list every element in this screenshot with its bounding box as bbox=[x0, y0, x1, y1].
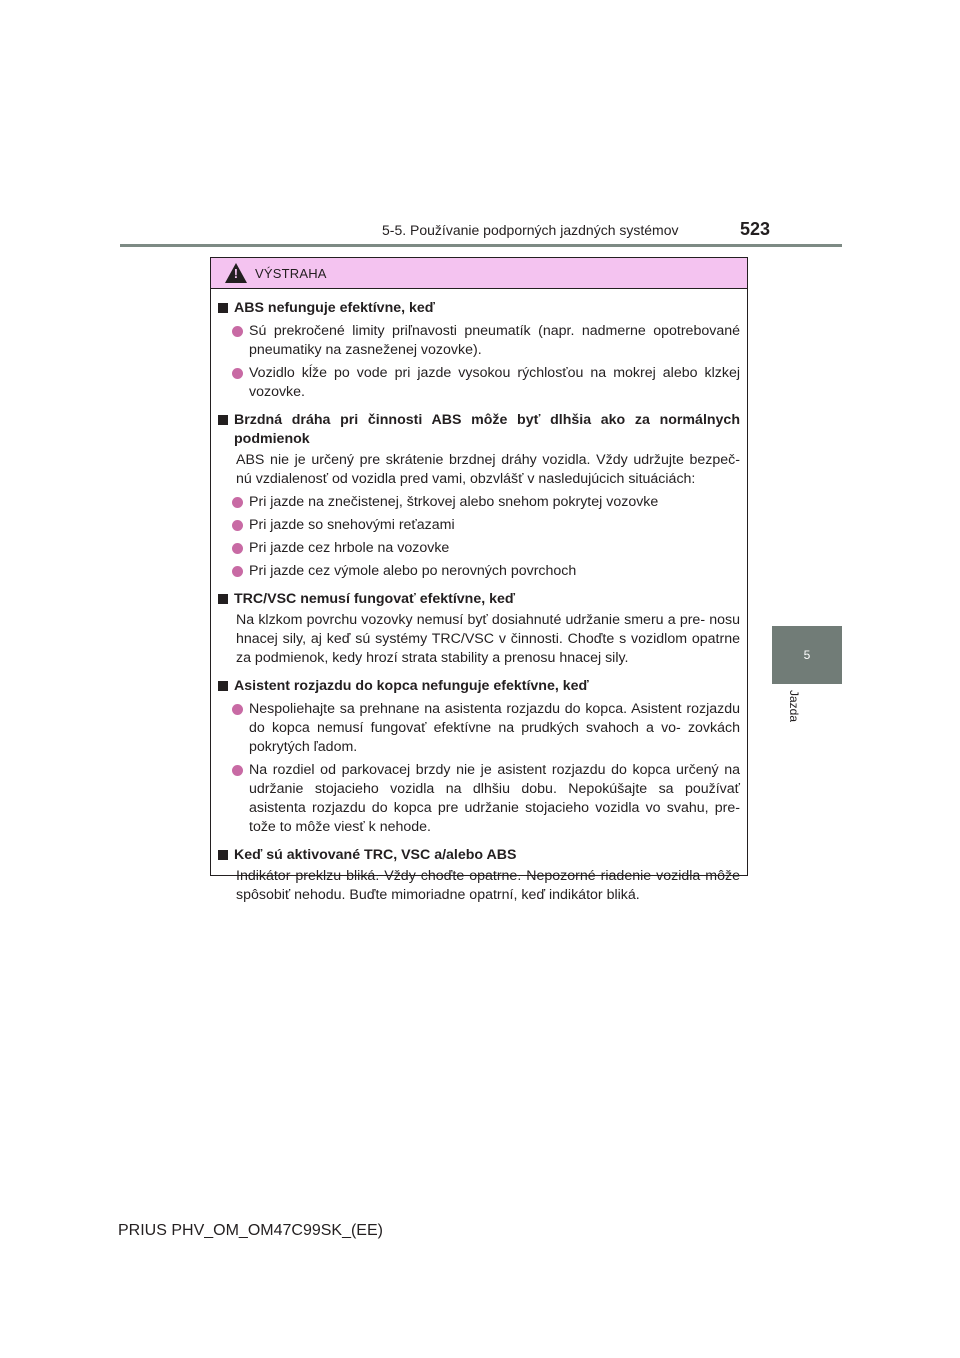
section-heading: TRC/VSC nemusí fungovať efektívne, keď bbox=[218, 590, 740, 609]
section-title: 5-5. Používanie podporných jazdných systémov bbox=[382, 222, 679, 238]
chapter-number: 5 bbox=[803, 648, 811, 662]
list-item: Sú prekročené limity priľnavosti pneumatík (napr. nadmerne opotrebované pneumatiky na zasneženej vozovke). bbox=[232, 322, 740, 360]
round-bullet-icon bbox=[232, 543, 243, 554]
round-bullet-icon bbox=[232, 368, 243, 379]
round-bullet-icon bbox=[232, 566, 243, 577]
warning-header bbox=[211, 258, 747, 289]
list-item: Pri jazde so snehovými reťazami bbox=[232, 516, 740, 535]
header-divider bbox=[120, 244, 842, 247]
round-bullet-icon bbox=[232, 326, 243, 337]
list-item: Vozidlo kĺže po vode pri jazde vysokou rýchlosťou na mokrej alebo klzkej vozovke. bbox=[232, 364, 740, 402]
warning-title: VÝSTRAHA bbox=[255, 265, 327, 281]
round-bullet-icon bbox=[232, 520, 243, 531]
page-number: 523 bbox=[740, 219, 771, 239]
section-heading: ABS nefunguje efektívne, keď bbox=[218, 299, 740, 318]
list-item: Pri jazde cez výmole alebo po nerovných povrchoch bbox=[232, 562, 740, 581]
list-item: Nespoliehajte sa prehnane na asistenta rozjazdu do kopca. Asistent rozjazdu do kopca nemusí fungovať efektívne na prudkých svahoch a vo- zovkách pokrytých ľadom. bbox=[232, 700, 740, 757]
round-bullet-icon bbox=[232, 765, 243, 776]
round-bullet-icon bbox=[232, 704, 243, 715]
section-paragraph: ABS nie je určený pre skrátenie brzdnej dráhy vozidla. Vždy udržujte bezpeč- nú vzdialenosť od vozidla pred vami, obzvlášť v nasledujúcich situáciách: bbox=[236, 452, 740, 487]
square-bullet-icon bbox=[218, 594, 228, 604]
section-heading: Brzdná dráha pri činnosti ABS môže byť dlhšia ako za normálnych podmienok bbox=[218, 411, 740, 449]
section-paragraph: Na klzkom povrchu vozovky nemusí byť dosiahnuté udržanie smeru a pre- nosu hnacej sily, aj keď sú systémy TRC/VSC v činnosti. Choďte s vozidlom opatrne za podmienok, kedy hrozí strata stability a prenosu hnacej sily. bbox=[236, 612, 740, 666]
list-item: Pri jazde na znečistenej, štrkovej alebo snehom pokrytej vozovke bbox=[232, 493, 740, 512]
square-bullet-icon bbox=[218, 850, 228, 860]
square-bullet-icon bbox=[218, 303, 228, 313]
chapter-tab bbox=[772, 626, 842, 684]
section-heading: Asistent rozjazdu do kopca nefunguje efektívne, keď bbox=[218, 677, 740, 696]
list-item: Na rozdiel od parkovacej brzdy nie je asistent rozjazdu do kopca určený na udržanie stojacieho vozidla na dlhšiu dobu. Nepokúšajte sa používať asistenta rozjazdu do kopca pre udržanie stojacieho vozidla vo svahu, pre- tože to môže viesť k nehode. bbox=[232, 761, 740, 837]
warning-triangle-icon: ! bbox=[225, 263, 247, 283]
chapter-label: Jazda bbox=[787, 690, 801, 723]
warning-box bbox=[210, 257, 748, 903]
list-item: Pri jazde cez hrbole na vozovke bbox=[232, 539, 740, 558]
square-bullet-icon bbox=[218, 415, 228, 425]
warning-body bbox=[211, 289, 747, 905]
section-paragraph: Indikátor preklzu bliká. Vždy choďte opatrne. Nepozorné riadenie vozidla môže spôsobiť nehodu. Buďte mimoriadne opatrní, keď indikátor bliká. bbox=[236, 868, 740, 903]
round-bullet-icon bbox=[232, 497, 243, 508]
section-heading: Keď sú aktivované TRC, VSC a/alebo ABS bbox=[218, 846, 740, 865]
square-bullet-icon bbox=[218, 681, 228, 691]
document-code: PRIUS PHV_OM_OM47C99SK_(EE) bbox=[118, 1222, 383, 1239]
